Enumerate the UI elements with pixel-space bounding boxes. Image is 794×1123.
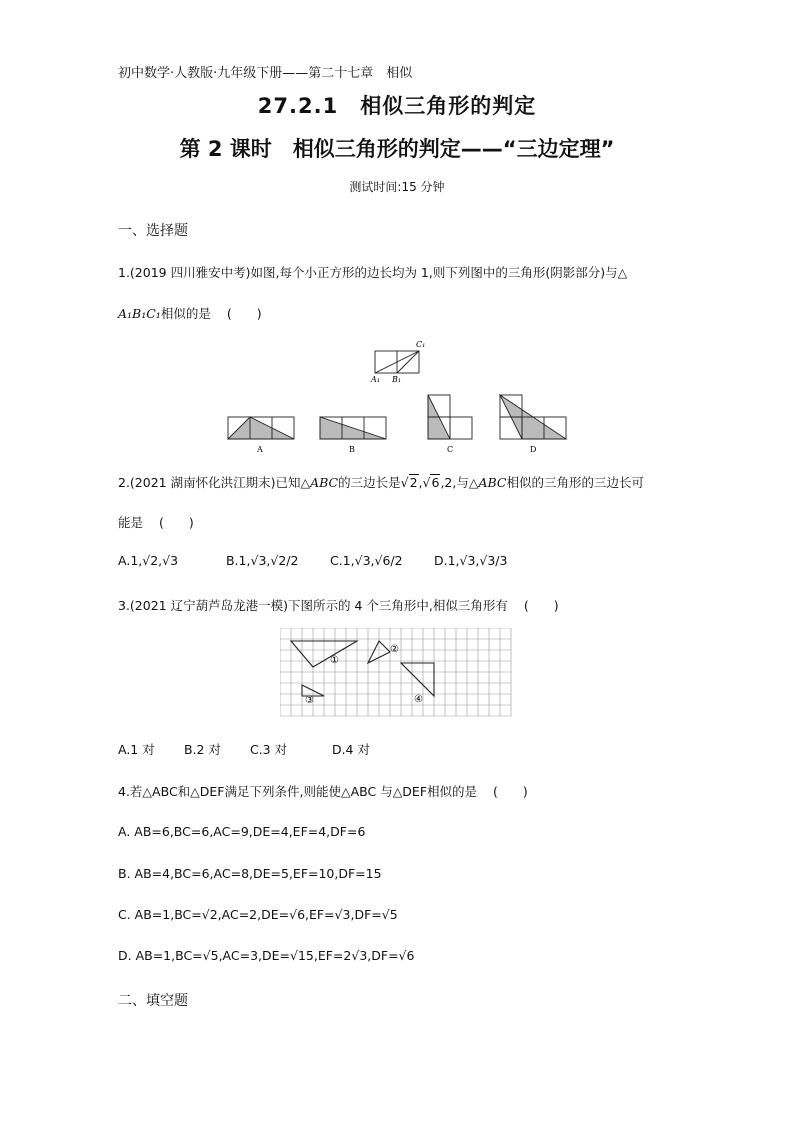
question-1-line1: 1.(2019 四川雅安中考)如图,每个小正方形的边长均为 1,则下列图中的三角形(阴影部分)与△ <box>118 265 628 280</box>
option-d-label: D <box>530 445 537 454</box>
answer-paren-3: ( ) <box>523 598 559 613</box>
q2-text-d: 相似的三角形的三边长可 <box>506 475 644 490</box>
section-title: 27.2.1 相似三角形的判定 <box>257 94 537 118</box>
section-fill-heading: 二、填空题 <box>118 993 188 1009</box>
q2-option-b-text: 1,√3,√2/2 <box>238 553 299 568</box>
q3-option-a[interactable]: A.1 对 <box>118 742 155 757</box>
q2-option-b[interactable] <box>226 553 326 568</box>
q2-text-a: 2.(2021 湖南怀化洪江期末)已知△ <box>118 475 311 490</box>
answer-paren-1: ( ) <box>226 306 262 321</box>
question-2-line1: 2.(2021 湖南怀化洪江期末)已知△ABC的三边长是√2,√6,2,与△ABC相似的三角形的三边长可 <box>118 475 644 490</box>
q2-text-b: 的三边长是 <box>338 475 401 490</box>
label-c1: C₁ <box>416 340 426 349</box>
q4-option-a[interactable]: A. AB=6,BC=6,AC=9,DE=4,EF=4,DF=6 <box>118 824 366 839</box>
question-2-options <box>118 553 534 568</box>
question-4-line <box>118 782 528 800</box>
q2-option-d-text: 1,√3,√3/3 <box>447 553 508 568</box>
q2-side-3: 2 <box>444 475 453 490</box>
q2-option-d[interactable] <box>434 553 534 568</box>
q3-option-b[interactable]: B.2 对 <box>183 742 221 757</box>
q3-text: 3.(2021 辽宁葫芦岛龙港一模)下图所示的 4 个三角形中,相似三角形有 <box>118 598 508 613</box>
q3-option-c[interactable]: C.3 对 <box>249 742 288 757</box>
option-c-label: C <box>447 445 454 454</box>
question-1-figure <box>220 338 580 458</box>
reference-grid <box>375 351 419 373</box>
page-header: 初中数学·人教版·九年级下册——第二十七章 相似 <box>118 66 413 81</box>
fig-label-3: ③ <box>305 695 314 706</box>
q2-option-c[interactable] <box>330 553 430 568</box>
section-choice-heading: 一、选择题 <box>118 223 188 239</box>
triangle-a1b1c1-label: A₁B₁C₁ <box>118 306 161 321</box>
q2-abc-1: ABC <box>310 475 339 490</box>
q2-text-c: ,与△ <box>452 475 479 490</box>
question-3-grid-figure <box>280 628 520 720</box>
option-d-figure <box>500 395 566 439</box>
question-2-line2 <box>118 513 194 531</box>
question-3-line <box>118 596 559 614</box>
option-b-label: B <box>349 445 355 454</box>
q2-side-1: 2 <box>409 475 418 490</box>
q4-option-d[interactable]: D. AB=1,BC=√5,AC=3,DE=√15,EF=2√3,DF=√6 <box>118 948 415 963</box>
q2-option-d-label: D. <box>433 553 448 568</box>
q2-option-a[interactable] <box>118 553 222 568</box>
lesson-title: 第 2 课时 相似三角形的判定——“三边定理” <box>179 137 615 161</box>
option-a-figure <box>228 417 294 439</box>
test-time: 测试时间:15 分钟 <box>349 180 445 194</box>
q4-option-c[interactable]: C. AB=1,BC=√2,AC=2,DE=√6,EF=√3,DF=√5 <box>118 907 398 922</box>
label-a1: A₁ <box>371 375 380 384</box>
q2-option-c-text: 1,√3,√6/2 <box>342 553 403 568</box>
fig-label-1: ① <box>330 655 339 666</box>
question-1-line2 <box>118 304 262 322</box>
option-b-figure <box>320 417 386 439</box>
q3-triangles <box>291 641 434 696</box>
triangle-4 <box>401 663 434 696</box>
q2-option-b-label: B. <box>225 553 239 568</box>
answer-paren-2: ( ) <box>159 515 194 530</box>
label-b1: B₁ <box>392 375 402 384</box>
q4-text: 4.若△ABC和△DEF满足下列条件,则能使△ABC 与△DEF相似的是 <box>118 784 478 799</box>
q2-side-2: 6 <box>431 475 440 490</box>
option-a-label: A <box>257 445 263 454</box>
q3-option-d[interactable]: D.4 对 <box>331 742 370 757</box>
q2-line2-text: 能是 <box>118 515 144 530</box>
q2-option-a-label: A. <box>118 553 131 568</box>
q2-option-a-text: 1,√2,√3 <box>130 553 179 568</box>
question-1-suffix: 相似的是 <box>160 306 211 321</box>
fig-label-2: ② <box>390 644 399 655</box>
answer-paren-4: ( ) <box>493 784 528 799</box>
option-c-figure <box>428 395 472 439</box>
q2-option-c-label: C. <box>329 553 343 568</box>
fig-label-4: ④ <box>414 694 423 705</box>
q4-option-b[interactable]: B. AB=4,BC=6,AC=8,DE=5,EF=10,DF=15 <box>118 866 382 881</box>
q2-abc-2: ABC <box>478 475 507 490</box>
question-3-options <box>118 740 394 758</box>
